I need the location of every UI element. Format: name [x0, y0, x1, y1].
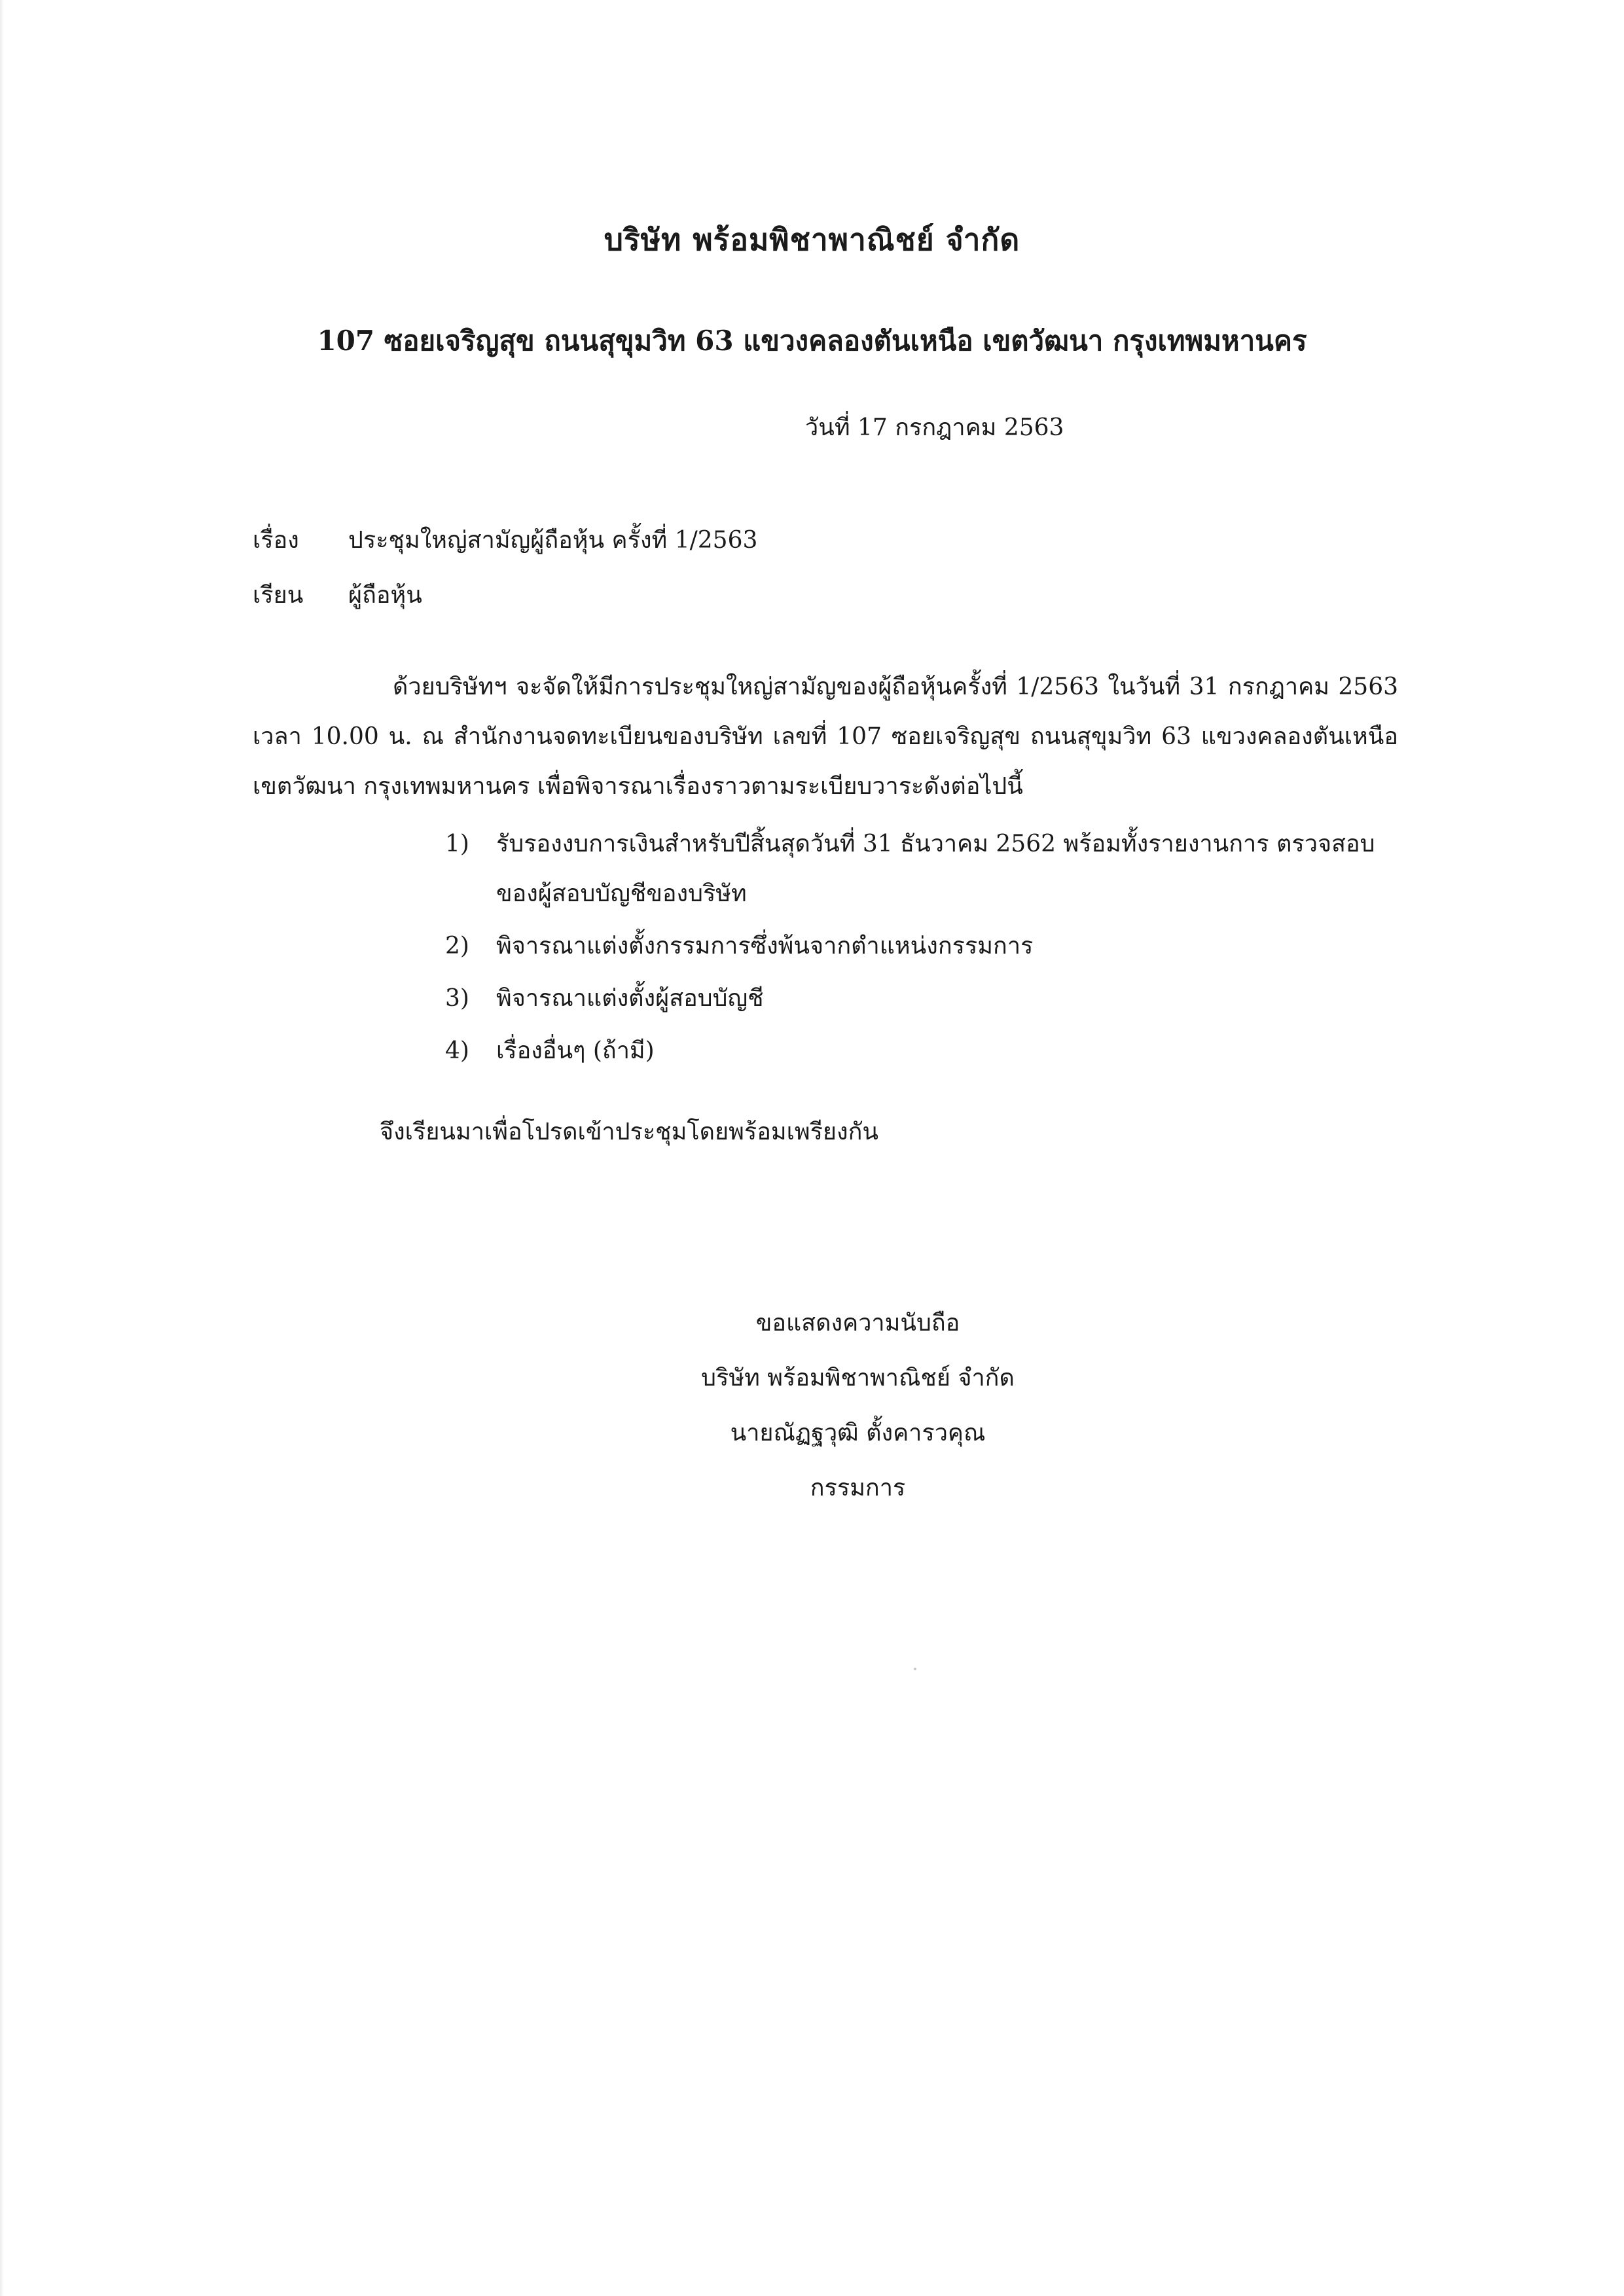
- recipient-label: เรียน: [253, 582, 304, 609]
- agenda-item-text: พิจารณาแต่งตั้งผู้สอบบัญชี: [496, 985, 764, 1012]
- agenda-item-number: 4): [445, 1037, 469, 1064]
- signature-company: บริษัท พร้อมพิชาพาณิชย์ จำกัด: [701, 1365, 1015, 1391]
- company-address: 107 ซอยเจริญสุข ถนนสุขุมวิท 63 แขวงคลองตันเหนือ เขตวัฒนา กรุงเทพมหานคร: [317, 325, 1307, 357]
- signature-regards: ขอแสดงความนับถือ: [755, 1310, 960, 1336]
- signatory-name: นายณัฏฐวุฒิ ตั้งคารวคุณ: [730, 1420, 986, 1446]
- company-name-heading: บริษัท พร้อมพิชาพาณิชย์ จำกัด: [604, 222, 1020, 257]
- signatory-position: กรรมการ: [810, 1475, 906, 1501]
- agenda-item: [445, 819, 1401, 919]
- agenda-item-number: 1): [445, 831, 469, 857]
- agenda-list: [445, 819, 1401, 1079]
- letter-date: วันที่ 17 กรกฎาคม 2563: [805, 414, 1064, 441]
- signature-block: [0, 1296, 1624, 1516]
- agenda-item-text: พิจารณาแต่งตั้งกรรมการซึ่งพ้นจากตำแหน่งกรรมการ: [496, 933, 1034, 960]
- agenda-item-text: เรื่องอื่นๆ (ถ้ามี): [496, 1037, 655, 1064]
- agenda-item: [445, 922, 1401, 971]
- letter-body-paragraph: ด้วยบริษัทฯ จะจัดให้มีการประชุมใหญ่สามัญของผู้ถือหุ้นครั้งที่ 1/2563 ในวันที่ 31 กรกฎาคม 2563 เวลา 10.00 น. ณ สำนักงานจดทะเบียนของบริษัท เลขที่ 107 ซอยเจริญสุข ถนนสุขุมวิท 63 แขวงคลองตันเหนือ เขตวัฒนา กรุงเทพมหานคร เพื่อพิจารณาเรื่องราวตามระเบียบวาระดังต่อไปนี้: [253, 673, 1398, 800]
- scan-speck: [914, 1668, 916, 1670]
- agenda-item: [445, 974, 1401, 1024]
- agenda-item-number: 2): [445, 933, 469, 960]
- closing-sentence: จึงเรียนมาเพื่อโปรดเข้าประชุมโดยพร้อมเพรียงกัน: [380, 1119, 879, 1145]
- agenda-item: [445, 1026, 1401, 1076]
- agenda-item-number: 3): [445, 985, 469, 1012]
- agenda-item-text: รับรองงบการเงินสำหรับปีสิ้นสุดวันที่ 31 ธันวาคม 2562 พร้อมทั้งรายงานการ ตรวจสอบของผู้สอบบัญชีของบริษัท: [496, 831, 1375, 907]
- subject-label: เรื่อง: [253, 527, 299, 554]
- subject-value: ประชุมใหญ่สามัญผู้ถือหุ้น ครั้งที่ 1/2563: [348, 527, 758, 554]
- recipient-value: ผู้ถือหุ้น: [348, 582, 422, 609]
